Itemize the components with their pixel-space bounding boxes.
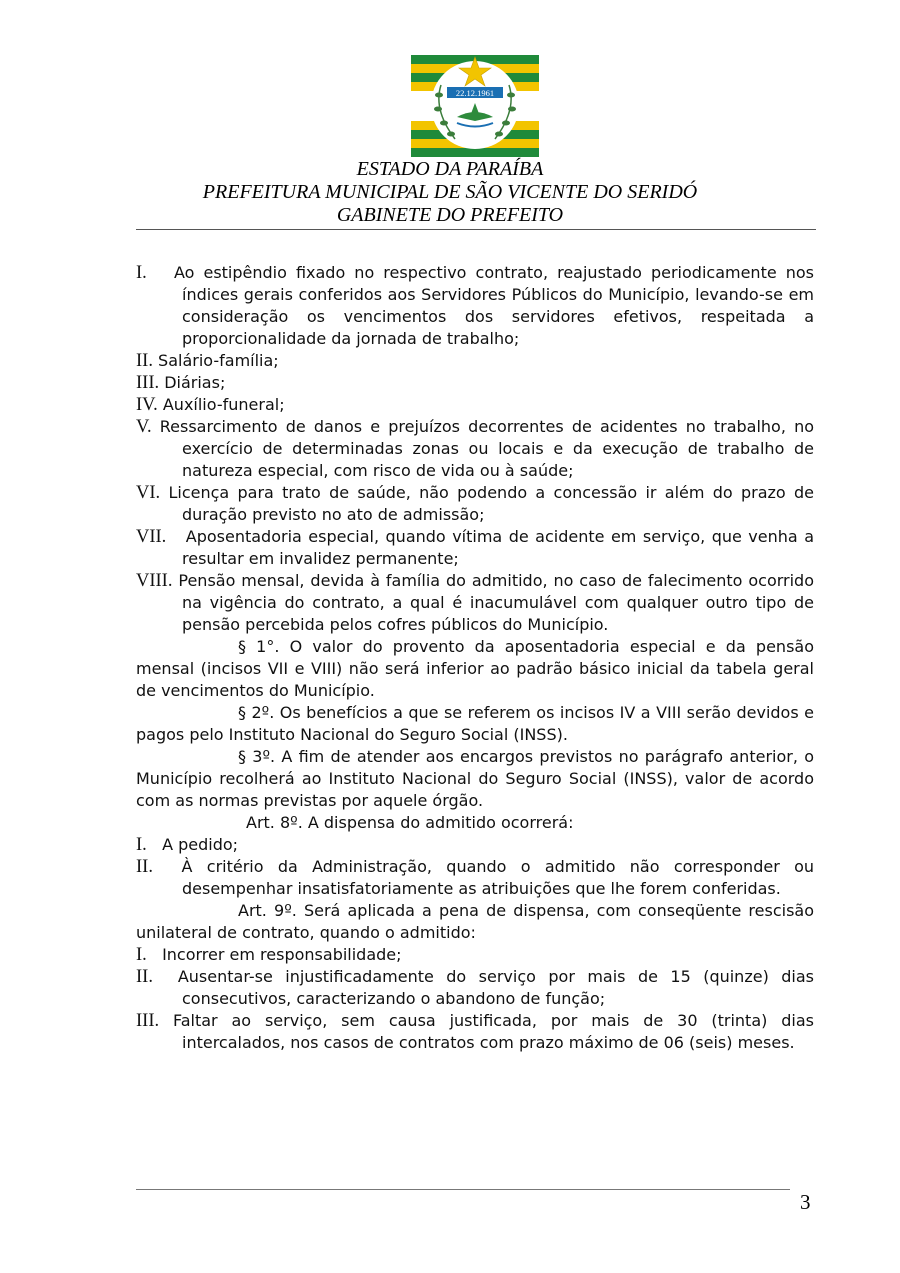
header-municipality: PREFEITURA MUNICIPAL DE SÃO VICENTE DO SERIDÓ (202, 181, 698, 203)
item-number: VII. (136, 527, 167, 547)
item-number: IV. (136, 395, 158, 415)
paragraph-3-text: § 3º. A fim de atender aos encargos previstos no parágrafo anterior, o Município recolherá ao Instituto Nacional do Seguro Social (INSS), valor de acordo com as normas previstas por aquele órgão. (136, 747, 814, 810)
item-text: Salário-família; (158, 351, 279, 370)
paragraph-1 (136, 636, 814, 702)
article-8-text: Art. 8º. A dispensa do admitido ocorrerá: (246, 813, 574, 832)
item-text: Faltar ao serviço, sem causa justificada, por mais de 30 (trinta) dias intercalados, nos casos de contratos com prazo máximo de 06 (seis) meses. (172, 1011, 814, 1052)
header-state: ESTADO DA PARAÍBA (356, 158, 544, 180)
list-item (136, 416, 814, 482)
leaf-icon (495, 132, 503, 137)
item-text: Auxílio-funeral; (162, 395, 285, 414)
item-text: Diárias; (164, 373, 226, 392)
list-item (136, 526, 814, 570)
item-text: Pensão mensal, devida à família do admitido, no caso de falecimento ocorrido na vigência do contrato, a qual é inacumulável com qualquer outro tipo de pensão percebida pelos cofres públicos do Município. (178, 571, 814, 634)
list-item (136, 482, 814, 526)
header-divider (136, 229, 816, 230)
item-text: À critério da Administração, quando o admitido não corresponder ou desempenhar insatisfatoriamente as atribuições que lhe forem conferidas. (181, 857, 814, 898)
item-number: VI. (136, 483, 161, 503)
article-9 (136, 900, 814, 944)
footer-divider (136, 1189, 790, 1190)
paragraph-2 (136, 702, 814, 746)
leaf-icon (507, 93, 515, 98)
list-item (136, 944, 814, 966)
item-number: V. (136, 417, 152, 437)
item-number: VIII. (136, 571, 173, 591)
item-number: II. (136, 857, 153, 877)
item-text: Ausentar-se injustificadamente do serviço por mais de 15 (quinze) dias consecutivos, caracterizando o abandono de função; (177, 967, 814, 1008)
list-item (136, 834, 814, 856)
item-text: Incorrer em responsabilidade; (162, 945, 402, 964)
leaf-icon (502, 121, 510, 126)
leaf-icon (434, 107, 442, 112)
item-number: II. (136, 351, 153, 371)
municipal-coat-of-arms (411, 55, 539, 157)
leaf-icon (440, 121, 448, 126)
paragraph-1-text: § 1°. O valor do provento da aposentadoria especial e da pensão mensal (incisos VII e VIII) não será inferior ao padrão básico inicial da tabela geral de vencimentos do Município. (136, 637, 814, 700)
item-number: I. (136, 835, 147, 855)
item-number: I. (136, 945, 147, 965)
header-office: GABINETE DO PREFEITO (336, 204, 564, 226)
paragraph-3 (136, 746, 814, 812)
leaf-icon (508, 107, 516, 112)
emblem-date: 22.12.1961 (455, 88, 495, 98)
emblem-stripe-green-4 (411, 148, 539, 157)
item-text: Ressarcimento de danos e prejuízos decorrentes de acidentes no trabalho, no exercício de determinadas zonas ou locais e da execução de trabalho de natureza especial, com risco de vida ou à saúde; (159, 417, 815, 480)
page-number: 3 (800, 1190, 811, 1214)
item-text: A pedido; (162, 835, 239, 854)
item-number: III. (136, 373, 160, 393)
item-text: Licença para trato de saúde, não podendo a concessão ir além do prazo de duração previsto no ato de admissão; (168, 483, 814, 524)
list-item (136, 350, 814, 372)
list-item (136, 1010, 814, 1054)
list-item (136, 394, 814, 416)
list-item (136, 966, 814, 1010)
item-number: I. (136, 263, 147, 283)
paragraph-2-text: § 2º. Os benefícios a que se referem os incisos IV a VIII serão devidos e pagos pelo Instituto Nacional do Seguro Social (INSS). (136, 703, 814, 744)
list-item (136, 262, 814, 350)
leaf-icon (447, 132, 455, 137)
list-item (136, 570, 814, 636)
list-item (136, 372, 814, 394)
document-body (136, 262, 814, 1054)
list-item (136, 856, 814, 900)
item-text: Aposentadoria especial, quando vítima de acidente em serviço, que venha a resultar em invalidez permanente; (182, 527, 814, 568)
article-9-text: Art. 9º. Será aplicada a pena de dispensa, com conseqüente rescisão unilateral de contrato, quando o admitido: (136, 901, 814, 942)
item-number: III. (136, 1011, 160, 1031)
leaf-icon (435, 93, 443, 98)
item-text: Ao estipêndio fixado no respectivo contrato, reajustado periodicamente nos índices gerais conferidos aos Servidores Públicos do Município, levando-se em consideração os vencimentos dos servidores efetivos, respeitada a proporcionalidade da jornada de trabalho; (173, 263, 815, 348)
item-number: II. (136, 967, 153, 987)
article-8 (136, 812, 814, 834)
